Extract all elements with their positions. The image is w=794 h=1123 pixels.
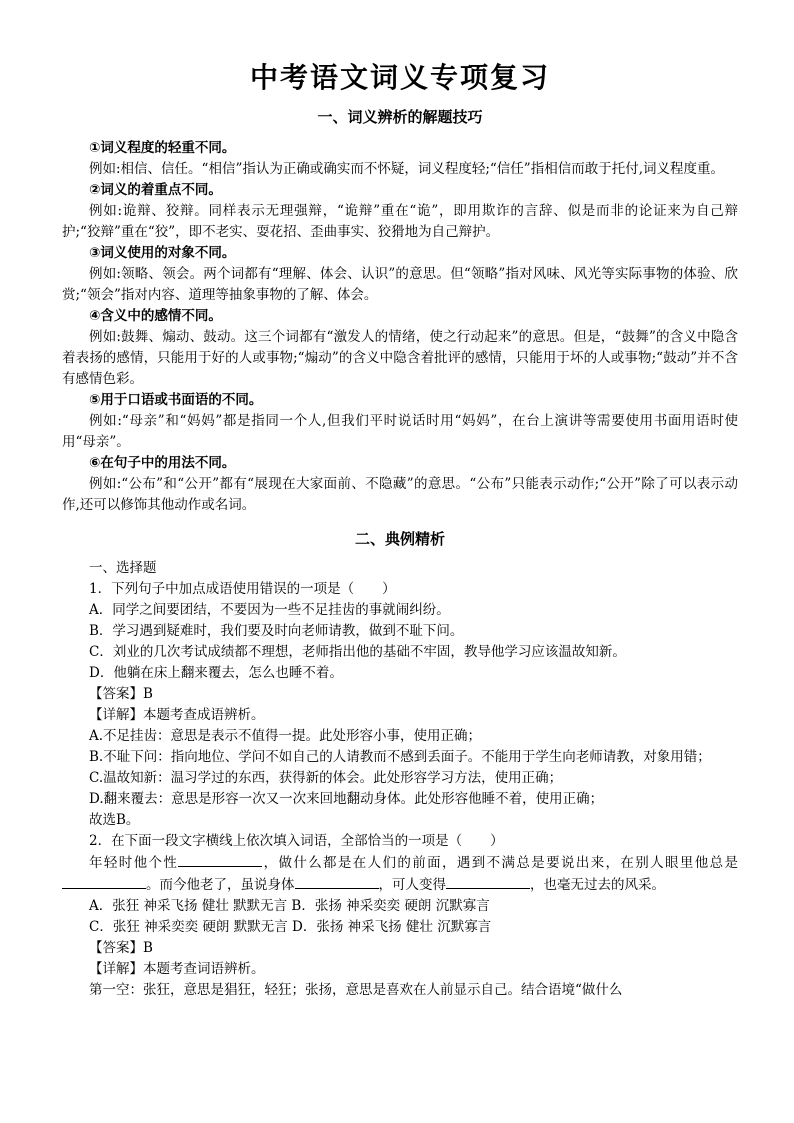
section-heading-1: 一、词义辨析的解题技巧 [317,108,483,126]
technique-example: 例如:“公布”和“公开”都有“展现在大家面前、不隐藏”的意思。“公布”只能表示动作;“公开”除了可以表示动作,还可以修饰其他动作或名词。 [62,476,738,513]
fill-blank[interactable] [446,874,530,889]
explanation-heading: 【详解】本题考查成语辨析。 [89,707,265,723]
explanation-line: C.温故知新：温习学过的东西，获得新的体会。此处形容学习方法，使用正确； [89,770,563,786]
explanation-line: A.不足挂齿：意思是表示不值得一提。此处形容小事，使用正确； [89,728,482,744]
technique-heading: ⑥在句子中的用法不同。 [89,455,236,471]
technique-heading: ③词义使用的对象不同。 [89,245,236,261]
explanation-line: 第一空：张狂，意思是猖狂，轻狂；张扬，意思是喜欢在人前显示自己。结合语境“做什么 [89,982,623,998]
technique-example: 例如:“母亲”和“妈妈”都是指同一个人,但我们平时说话时用“妈妈”，在台上演讲等需要使用书面用语时使用“母亲”。 [62,413,738,450]
explanation-line: D.翻来覆去：意思是形容一次又一次来回地翻动身体。此处形容他睡不着，使用正确； [89,791,604,807]
explanation-heading: 【详解】本题考查词语辨析。 [89,961,265,977]
answer: 【答案】B [89,940,153,956]
explanation-line: B.不耻下问：指向地位、学问不如自己的人请教而不感到丢面子。不能用于学生向老师请教，对象用错； [89,749,711,765]
question-stem: 2．在下面一段文字横线上依次填入词语，全部恰当的一项是（ ） [89,833,504,849]
question-1 [62,579,738,831]
technique-heading: ④含义中的感情不同。 [89,308,222,324]
document-page [62,60,738,1001]
technique-heading: ②词义的着重点不同。 [89,182,222,198]
option-c: C．刘业的几次考试成绩都不理想，老师指出他的基础不牢固，教导他学习应该温故知新。 [89,644,626,660]
options-cd: C．张狂 神采奕奕 硬朗 默默无言 D．张扬 神采飞扬 健壮 沉默寡言 [89,919,492,935]
technique-example: 例如:相信、信任。“相信”指认为正确或确实而不怀疑，词义程度轻;“信任”指相信而敢于托付,词义程度重。 [89,161,724,177]
question-2 [62,831,738,1001]
fill-in-passage: 年轻时他个性 ，做什么都是在人们的前面，遇到不满总是要说出来，在别人眼里他总是。而今他老了，虽说身体 ，可人变得 ，也毫无过去的风采。 [62,852,738,896]
explanation-line: 故选B。 [89,812,140,828]
section-heading-2: 二、典例精析 [354,530,445,548]
fill-blank[interactable] [62,874,146,889]
question-type: 一、选择题 [89,560,157,576]
document-title: 中考语文词义专项复习 [249,61,550,94]
option-b: B．学习遇到疑难时，我们要及时向老师请教，做到不耻下问。 [89,623,464,639]
fill-blank[interactable] [295,874,379,889]
option-a: A．同学之间要团结，不要因为一些不足挂齿的事就闹纠纷。 [89,602,450,618]
option-d: D．他躺在床上翻来覆去，怎么也睡不着。 [89,665,343,681]
answer: 【答案】B [89,686,153,702]
fill-blank[interactable] [178,852,262,867]
technique-example: 例如:诡辩、狡辩。同样表示无理强辩，“诡辩”重在“诡”，即用欺诈的言辞、似是而非的论证来为自己辩护;“狡辩”重在“狡”，即不老实、耍花招、歪曲事实、狡猾地为自己辩护。 [62,203,738,240]
technique-example: 例如:领略、领会。两个词都有“理解、体会、认识”的意思。但“领略”指对风味、风光等实际事物的体验、欣赏;“领会”指对内容、道理等抽象事物的了解、体会。 [62,266,738,303]
technique-list [62,138,738,516]
technique-heading: ①词义程度的轻重不同。 [89,140,236,156]
technique-heading: ⑤用于口语或书面语的不同。 [89,392,263,408]
options-ab: A．张狂 神采飞扬 健壮 默默无言 B．张扬 神采奕奕 硬朗 沉默寡言 [89,898,490,914]
question-stem: 1．下列句子中加点成语使用错误的一项是（ ） [89,581,396,597]
technique-example: 例如:鼓舞、煽动、鼓动。这三个词都有“激发人的情绪，使之行动起来”的意思。但是，“鼓舞”的含义中隐含着表扬的感情，只能用于好的人或事物;“煽动”的含义中隐含着批评的感情，只能用于坏的人或事物;“鼓动”并不含有感情色彩。 [62,329,738,387]
